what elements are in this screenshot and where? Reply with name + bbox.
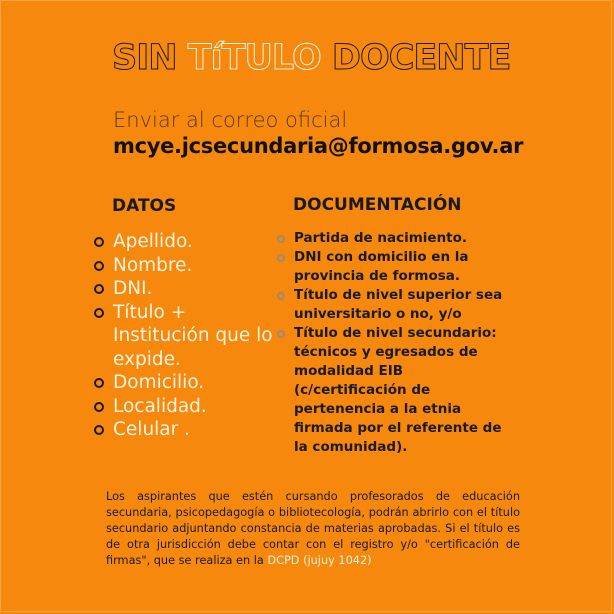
list-item — [94, 301, 274, 372]
bullet-icon — [94, 237, 104, 247]
list-item-text: Partida de nacimiento. — [294, 230, 468, 246]
bullet-icon — [277, 235, 285, 243]
bullet-icon — [277, 330, 285, 338]
list-item-text: Título de nivel secundario: técnicos y egresados de modalidad EIB (c/certificación de pertenencia a la etnia firmada por el referente de la comunidad). — [294, 325, 502, 455]
list-item — [94, 418, 274, 442]
list-item-text: Celular . — [113, 419, 191, 440]
bullet-icon — [94, 261, 104, 271]
list-item — [94, 230, 274, 254]
list-item — [277, 248, 517, 286]
send-to-lead: Enviar al correo oficial — [113, 108, 348, 132]
list-item-text: Título de nivel superior sea universitario o no, y/o — [294, 287, 503, 322]
bullet-icon — [277, 254, 285, 262]
bullet-icon — [94, 425, 104, 435]
title-part-2: TíTULO — [187, 38, 321, 78]
bullet-icon — [94, 402, 104, 412]
footer-text: Los aspirantes que estén cursando profesorados de educación secundaria, psicopedagogía o bibliotecología, podrán abrirlo con el título secundario adjuntando constancia de materias aprobadas. Si el título es de otra jurisdicción debe contar con el registro y/o "certificación de firmas", que se realiza en la — [106, 490, 520, 567]
list-item-text: Domicilio. — [113, 372, 205, 393]
list-item — [277, 324, 517, 457]
footer-note — [106, 489, 520, 569]
bullet-icon — [94, 378, 104, 388]
bullet-icon — [94, 284, 104, 294]
datos-list — [94, 230, 274, 442]
list-item-text: DNI. — [113, 278, 153, 299]
list-item-text: Localidad. — [113, 395, 207, 417]
list-item-text: Nombre. — [113, 254, 193, 276]
list-item — [94, 254, 274, 278]
bullet-icon — [277, 292, 285, 300]
bullet-icon — [94, 308, 104, 318]
list-item-text: Título + Institución que lo expide. — [113, 301, 273, 370]
list-item-text: Apellido. — [113, 231, 193, 252]
list-item — [94, 395, 274, 419]
datos-heading: DATOS — [112, 196, 177, 216]
page-title — [112, 38, 510, 78]
documentacion-list — [277, 229, 517, 457]
title-part-1: SIN — [112, 38, 188, 78]
list-item — [277, 286, 517, 324]
title-part-3: DOCENTE — [320, 38, 511, 78]
email-address: mcye.jcsecundaria@formosa.gov.ar — [113, 134, 524, 158]
footer-highlight: DCPD (jujuy 1042) — [267, 554, 372, 567]
documentacion-heading: DOCUMENTACIÓN — [293, 195, 462, 215]
list-item — [94, 277, 274, 301]
list-item-text: DNI con domicilio en la provincia de formosa. — [294, 249, 469, 284]
list-item — [277, 229, 517, 248]
list-item — [94, 371, 274, 395]
